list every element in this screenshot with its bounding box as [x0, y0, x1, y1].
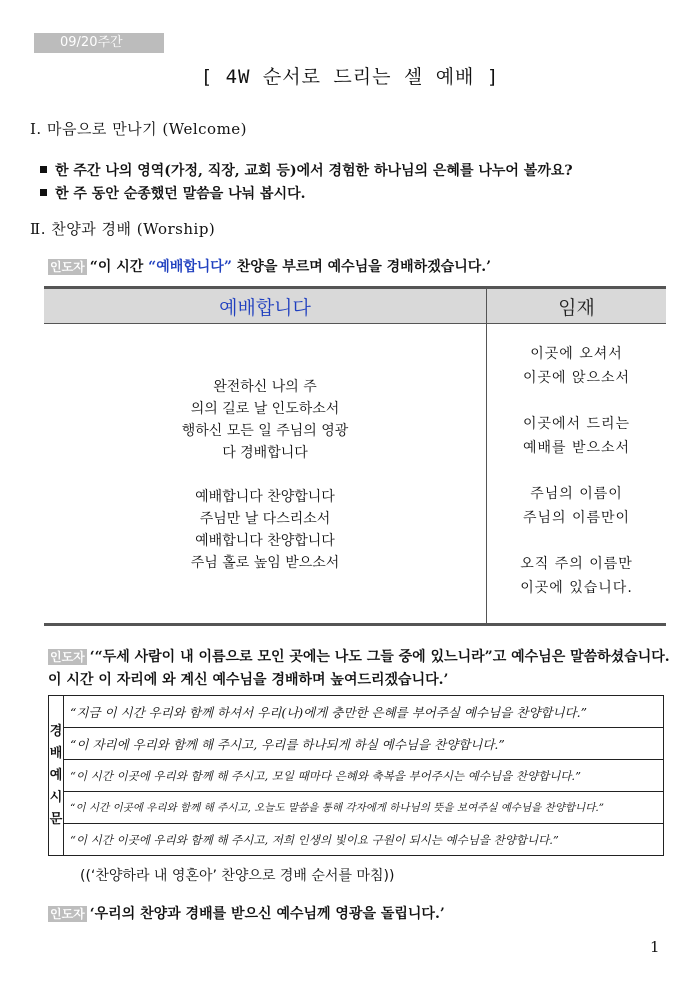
lyric-line: 이곳에 있습니다.	[520, 580, 633, 596]
leader-intro-line	[48, 256, 491, 276]
date-badge: 09/20주간	[34, 33, 164, 53]
square-bullet-icon	[40, 189, 47, 196]
declaration-row: “이 자리에 우리와 함께 해 주시고, 우리를 하나되게 하실 예수님을 찬양합니다.”	[64, 728, 664, 760]
label-char: 문	[49, 811, 63, 827]
label-char: 경	[49, 723, 63, 739]
final-leader-line	[48, 903, 445, 923]
square-bullet-icon	[40, 166, 47, 173]
stanza	[45, 486, 485, 574]
leader-text: ‘우리의 찬양과 경배를 받으신 예수님께 영광을 돌립니다.’	[89, 906, 445, 922]
worship-label	[49, 696, 64, 856]
welcome-bullet-2	[40, 183, 306, 203]
song-title-right: 임재	[487, 288, 667, 324]
section-worship-heading: Ⅱ. 찬양과 경배 (Worship)	[30, 220, 216, 238]
closing-note: ((‘찬양하라 내 영혼아’ 찬양으로 경배 순서를 마침))	[80, 868, 395, 884]
label-char: 시	[49, 789, 63, 805]
worship-declaration-table	[48, 695, 664, 856]
leader-tag: 인도자	[50, 260, 85, 274]
leader-text: 찬양을 부르며 예수님을 경배하겠습니다.’	[231, 259, 492, 275]
lyric-line: 행하신 모든 일 주님의 영광	[181, 423, 349, 439]
stanza	[45, 376, 485, 464]
lyric-line: 예배합니다 찬양합니다	[195, 533, 335, 549]
lyric-line: 이곳에서 드리는	[522, 416, 631, 432]
stanza	[488, 552, 665, 600]
lyric-line: 주님의 이름이	[530, 486, 623, 502]
lyric-line: 완전하신 나의 주	[213, 379, 317, 395]
leader-quote-paragraph	[48, 646, 670, 692]
lyric-line: 이곳에 앉으소서	[522, 370, 631, 386]
page-title: [ 4W 순서로 드리는 셀 예배 ]	[200, 66, 500, 88]
lyric-line: 예배를 받으소서	[522, 440, 631, 456]
lyric-line: 주님만 날 다스리소서	[199, 511, 331, 527]
declaration-row: “이 시간 이곳에 우리와 함께 해 주시고, 모일 때마다 은혜와 축복을 부어주시는 예수님을 찬양합니다.”	[64, 760, 664, 792]
song-title-left: 예배합니다	[44, 288, 487, 324]
bullet-text: 한 주간 나의 영역(가정, 직장, 교회 등)에서 경험한 하나님의 은혜를 나누어 볼까요?	[55, 163, 573, 179]
stanza	[488, 342, 665, 390]
section-welcome-heading: Ⅰ. 마음으로 만나기 (Welcome)	[30, 120, 248, 138]
declaration-row: “이 시간 이곳에 우리와 함께 해 주시고, 오늘도 말씀을 통해 각자에게 하나님의 뜻을 보여주실 예수님을 찬양합니다.”	[64, 792, 664, 824]
leader-text: “이 시간	[89, 259, 149, 275]
song-lyrics-table	[44, 286, 666, 626]
leader-text: ‘“두세 사람이 내 이름으로 모인 곳에는 나도 그들 중에 있느니라”고 예수님은 말씀하셨습니다. 이 시간 이 자리에 와 계신 예수님을 경배하며 높여드리겠습니다.’	[48, 649, 670, 688]
stanza	[488, 412, 665, 460]
stanza	[488, 482, 665, 530]
lyric-line: 주님의 이름만이	[522, 510, 631, 526]
lyric-line: 오직 주의 이름만	[520, 556, 633, 572]
welcome-bullet-1	[40, 160, 573, 180]
lyric-line: 다 경배합니다	[222, 445, 308, 461]
song-name: “예배합니다”	[148, 259, 232, 275]
leader-tag: 인도자	[50, 907, 85, 921]
song-lyrics-right	[487, 324, 667, 625]
label-char: 예	[49, 767, 63, 783]
song-lyrics-left	[44, 324, 487, 625]
lyric-line: 주님 홀로 높임 받으소서	[190, 555, 340, 571]
lyric-line: 의의 길로 날 인도하소서	[190, 401, 340, 417]
leader-tag: 인도자	[50, 650, 85, 664]
bullet-text: 한 주 동안 순종했던 말씀을 나눠 봅시다.	[55, 186, 306, 202]
lyric-line: 예배합니다 찬양합니다	[195, 489, 335, 505]
declaration-row: “지금 이 시간 우리와 함께 하셔서 우리(나)에게 충만한 은혜를 부어주실 예수님을 찬양합니다.”	[64, 696, 664, 728]
label-char: 배	[49, 745, 63, 761]
lyric-line: 이곳에 오셔서	[530, 346, 623, 362]
page-number: 1	[650, 938, 660, 956]
declaration-row: “이 시간 이곳에 우리와 함께 해 주시고, 저희 인생의 빛이요 구원이 되시는 예수님을 찬양합니다.”	[64, 824, 664, 856]
